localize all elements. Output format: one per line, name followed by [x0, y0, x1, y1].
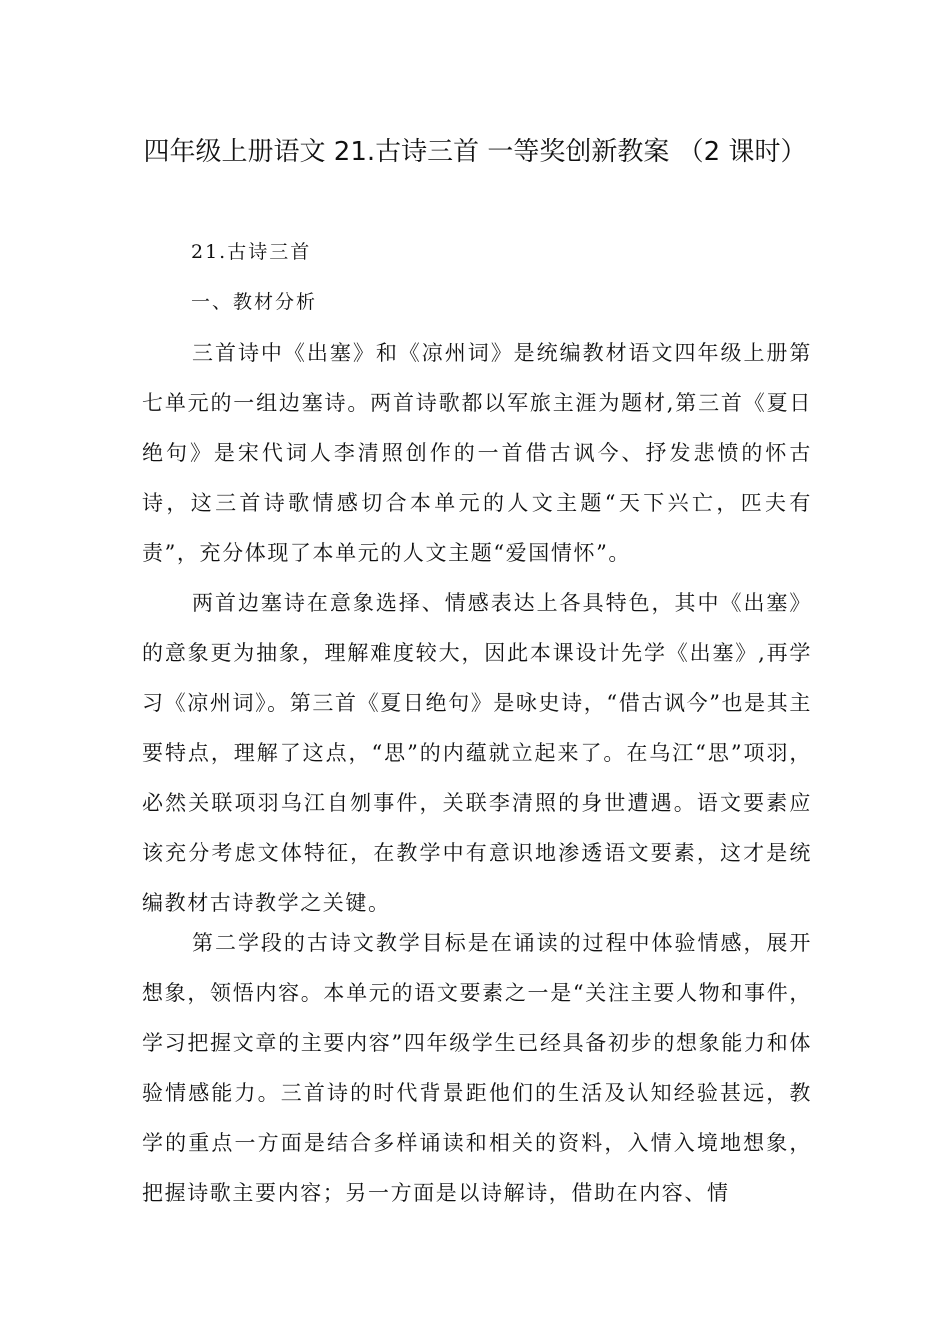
- paragraph-1: 三首诗中《出塞》和《凉州词》是统编教材语文四年级上册第七单元的一组边塞诗。两首诗歌都以军旅主涯为题材,第三首《夏日绝句》是宋代词人李清照创作的一首借古讽今、抒发悲愤的怀古诗，这三首诗歌情感切合本单元的人文主题“天下兴亡，匹夫有责”，充分体现了本单元的人文主题“爱国情怀”。: [142, 341, 812, 565]
- paragraph-2: 两首边塞诗在意象选择、情感表达上各具特色，其中《出塞》的意象更为抽象，理解难度较大，因此本课设计先学《出塞》,再学习《凉州词》。第三首《夏日绝句》是咏史诗，“借古讽今”也是其主要特点，理解了这点，“思”的内蕴就立起来了。在乌江“思”项羽，必然关联项羽乌江自刎事件，关联李清照的身世遭遇。语文要素应该充分考虑文体特征，在教学中有意识地渗透语文要素，这才是统编教材古诗教学之关键。: [142, 591, 812, 915]
- document-title: 四年级上册语文 21.古诗三首 一等奖创新教案 （2 课时）: [143, 137, 807, 167]
- section-heading: 一、教材分析: [191, 291, 318, 313]
- lesson-heading: 21.古诗三首: [191, 241, 312, 263]
- paragraph-3: 第二学段的古诗文教学目标是在诵读的过程中体验情感，展开想象，领悟内容。本单元的语文要素之一是“关注主要人物和事件，学习把握文章的主要内容”四年级学生已经具备初步的想象能力和体验情感能力。三首诗的时代背景距他们的生活及认知经验甚远，教学的重点一方面是结合多样诵读和相关的资料，入情入境地想象，把握诗歌主要内容；另一方面是以诗解诗，借助在内容、情: [142, 931, 812, 1205]
